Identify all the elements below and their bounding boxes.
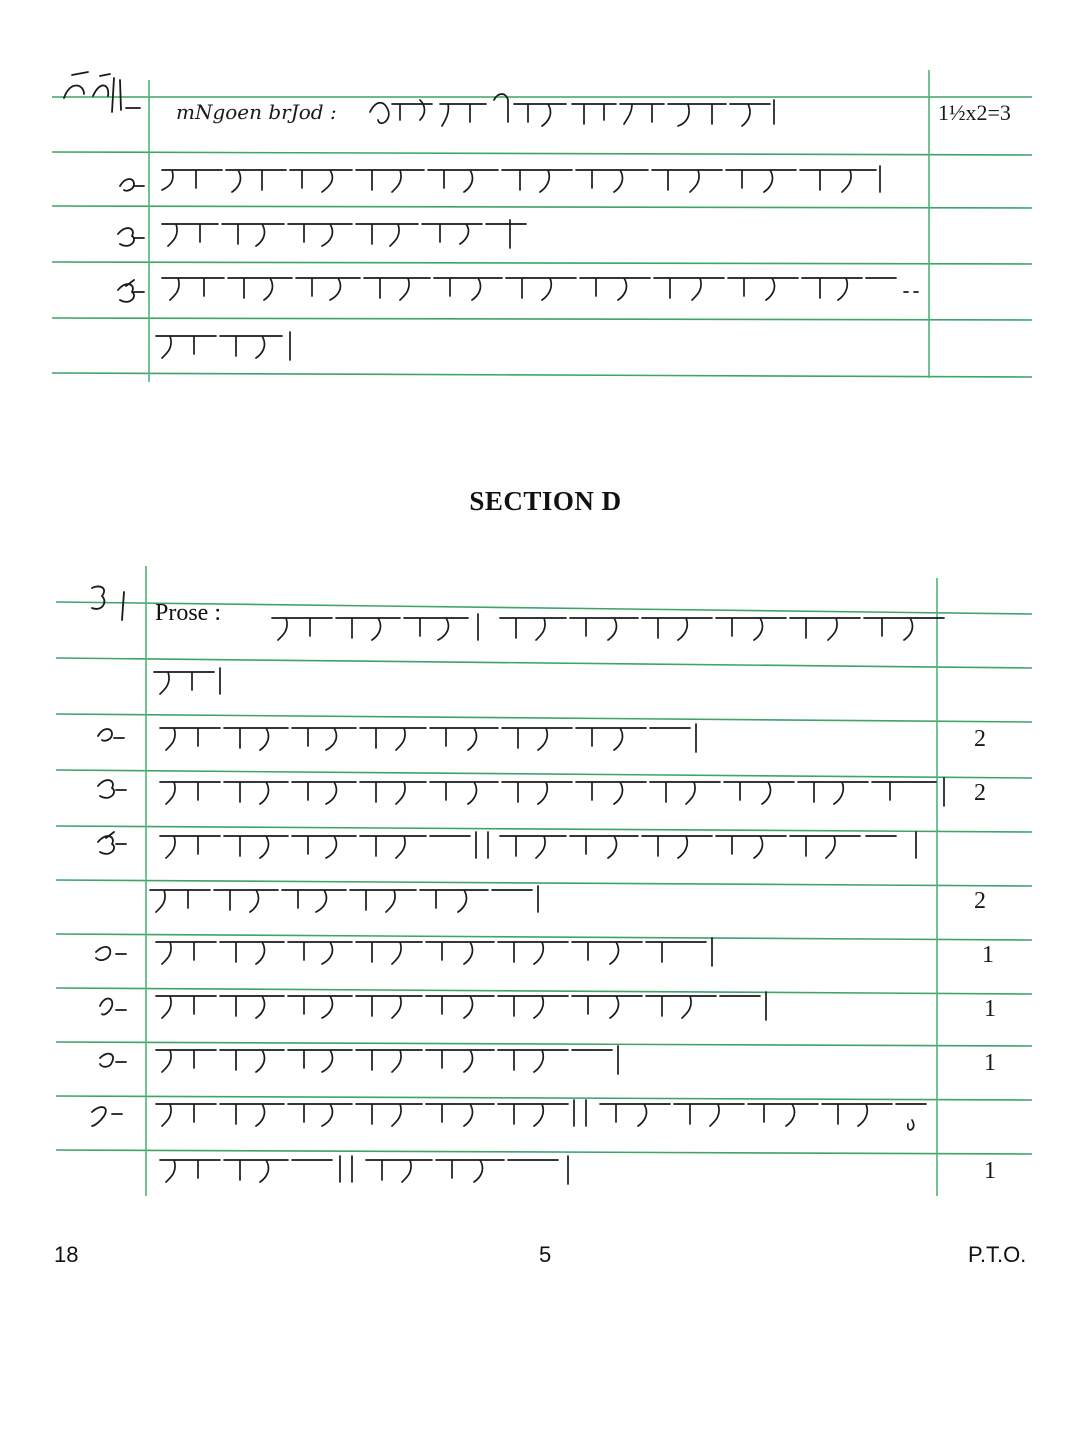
marks-q5: 1 [984, 996, 996, 1022]
marks-q3: 2 [974, 888, 986, 914]
marks-block-1: 1½x2=3 [938, 100, 1011, 125]
transliteration-label: mNgoen brJod : [176, 100, 337, 124]
section-title: SECTION D [469, 486, 622, 516]
paper-code: 18 [54, 1242, 79, 1267]
marks-q1: 2 [974, 726, 986, 752]
marks-q7: 1 [984, 1158, 996, 1184]
pto-label: P.T.O. [968, 1242, 1027, 1267]
page-number: 5 [539, 1242, 552, 1267]
marks-q6: 1 [984, 1050, 996, 1076]
prose-label: Prose : [155, 600, 221, 626]
marks-q2: 2 [974, 780, 986, 806]
marks-q4: 1 [982, 942, 994, 968]
